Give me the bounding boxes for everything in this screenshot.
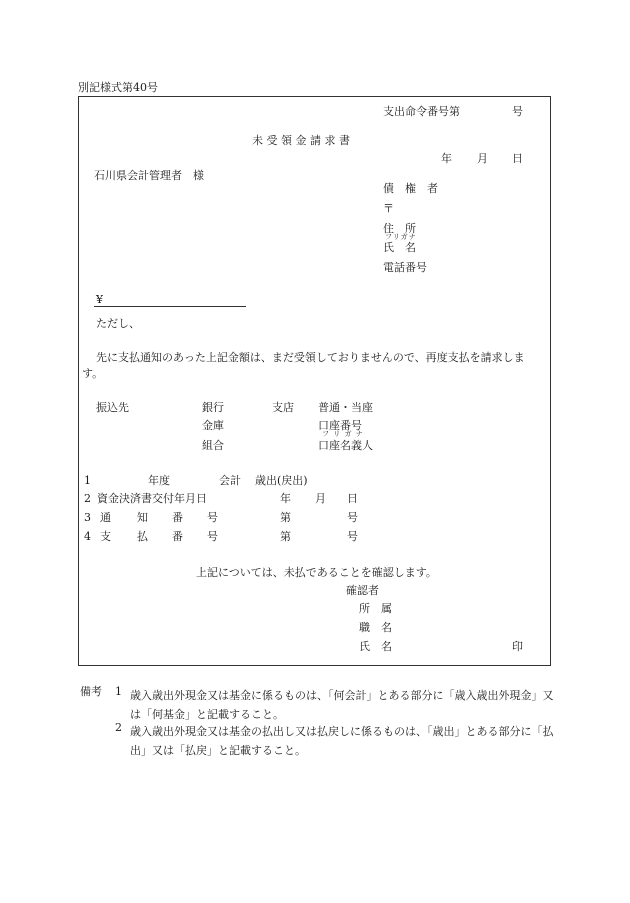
furigana-label: フリガナ	[385, 233, 417, 241]
item-no: 1	[84, 474, 91, 487]
item-col: 資金決済書交付年月日	[97, 492, 207, 505]
form-number: 別記様式第40号	[78, 81, 158, 94]
item-col: 第	[280, 511, 291, 524]
date-day: 日	[512, 152, 523, 165]
remark-text: 歳入歳出外現金又は基金の払出し又は払戻しに係るものは、「歳出」とある部分に「払出」又は「払戻」と記載すること。	[130, 725, 554, 757]
institution-shinkin: 金庫	[202, 419, 224, 432]
address-label: 住 所	[383, 222, 416, 235]
seal-mark: 印	[512, 640, 523, 653]
remark-number: 2	[115, 721, 122, 734]
item-col: 年	[280, 492, 291, 505]
item-col: 号	[207, 511, 218, 524]
item-col: 月	[315, 492, 326, 505]
proviso: ただし、	[96, 317, 140, 330]
item-col: 支	[100, 530, 111, 543]
confirmation-statement: 上記については、未払であることを確認します。	[196, 566, 437, 579]
department-label: 所 属	[359, 602, 392, 615]
order-number-label: 支出命令番号第	[383, 105, 460, 118]
item-col: 番	[172, 511, 183, 524]
account-furigana: フ リ ガ ナ	[322, 430, 364, 438]
page-title: 未 受 領 金 請 求 書	[252, 134, 350, 147]
item-col: 番	[172, 530, 183, 543]
item-col: 第	[280, 530, 291, 543]
item-col: 知	[137, 511, 148, 524]
item-col: 号	[347, 511, 358, 524]
item-col: 払	[137, 530, 148, 543]
confirmer-label: 確認者	[346, 584, 379, 597]
item-col: 会計	[219, 474, 241, 487]
institution-bank: 銀行	[202, 401, 224, 414]
item-col: 号	[207, 530, 218, 543]
branch-label: 支店	[272, 401, 294, 414]
item-no: 4	[84, 530, 91, 543]
account-number-label: 口座番号	[318, 419, 362, 432]
phone-label: 電話番号	[383, 261, 427, 274]
account-type: 普通・当座	[318, 401, 373, 414]
job-title-label: 職 名	[359, 621, 392, 634]
addressee: 石川県会計管理者 様	[94, 169, 204, 182]
item-col: 歳出(戻出)	[255, 474, 308, 487]
date-month: 月	[477, 152, 488, 165]
transfer-label: 振込先	[96, 401, 129, 414]
name-label: 氏 名	[383, 241, 416, 254]
creditor-heading: 債 権 者	[383, 182, 438, 195]
institution-union: 組合	[202, 439, 224, 452]
item-col: 通	[100, 511, 111, 524]
request-text: 先に支払通知のあった上記金額は、まだ受領しておりませんので、再度支払を請求しま	[96, 351, 525, 364]
amount-underline	[94, 306, 246, 307]
request-text-end: す。	[82, 367, 104, 380]
date-year: 年	[441, 152, 452, 165]
remark-text: 歳入歳出外現金又は基金に係るものは、「何会計」とある部分に「歳入歳出外現金」又は「何基金」と記載すること。	[130, 689, 554, 721]
item-col: 日	[347, 492, 358, 505]
account-holder-label: 口座名義人	[318, 439, 373, 452]
remarks-label: 備考	[80, 685, 102, 698]
item-col: 年度	[148, 474, 170, 487]
confirmer-name-label: 氏 名	[359, 640, 392, 653]
amount-symbol: ¥	[96, 293, 103, 306]
item-no: 3	[84, 511, 91, 524]
item-col: 号	[347, 530, 358, 543]
remark-number: 1	[115, 685, 122, 698]
item-no: 2	[84, 492, 91, 505]
order-number-suffix: 号	[512, 105, 523, 118]
postal-mark: 〒	[383, 202, 394, 215]
